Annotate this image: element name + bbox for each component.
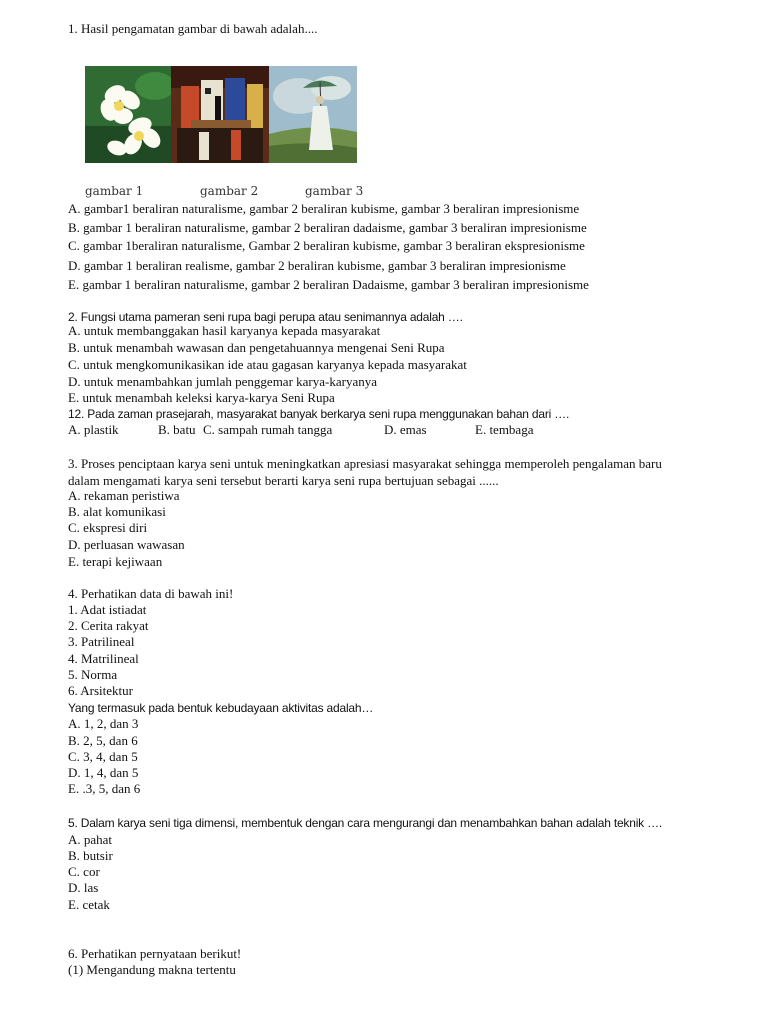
- q1-image-strip: [85, 66, 357, 163]
- q3-option-e: E. terapi kejiwaan: [68, 554, 163, 569]
- q4-option-a: A. 1, 2, dan 3: [68, 716, 139, 731]
- q1-option-a: A. gambar1 beraliran naturalisme, gambar 2 beraliran kubisme, gambar 3 beraliran impresionisme: [68, 201, 580, 216]
- q1-caption-1: gambar 1: [85, 184, 144, 198]
- cubist-musicians-image: [171, 66, 269, 163]
- q5-question: 5. Dalam karya seni tiga dimensi, membentuk dengan cara mengurangi dan menambahkan bahan adalah teknik ….: [68, 816, 663, 830]
- q4-item-5: 5. Norma: [68, 667, 118, 682]
- q4-question: 4. Perhatikan data di bawah ini!: [68, 586, 234, 601]
- q12-question: 12. Pada zaman prasejarah, masyarakat banyak berkarya seni rupa menggunakan bahan dari ….: [68, 407, 570, 421]
- q4-prompt: Yang termasuk pada bentuk kebudayaan aktivitas adalah…: [68, 701, 374, 715]
- q5-option-e: E. cetak: [68, 897, 110, 912]
- q1-caption-2: gambar 2: [200, 184, 259, 198]
- q4-option-c: C. 3, 4, dan 5: [68, 749, 138, 764]
- q3-option-c: C. ekspresi diri: [68, 520, 148, 535]
- q4-item-2: 2. Cerita rakyat: [68, 618, 149, 633]
- q4-item-4: 4. Matrilineal: [68, 651, 139, 666]
- q1-option-b: B. gambar 1 beraliran naturalisme, gambar 2 beraliran dadaisme, gambar 3 beraliran impresionisme: [68, 220, 587, 235]
- q2-option-e: E. untuk menambah keleksi karya-karya Seni Rupa: [68, 390, 335, 405]
- q6-question: 6. Perhatikan pernyataan berikut!: [68, 946, 242, 961]
- q2-question: 2. Fungsi utama pameran seni rupa bagi perupa atau senimannya adalah ….: [68, 310, 463, 324]
- q3-question-line-2: dalam mengamati karya seni tersebut berarti karya seni rupa bertujuan sebagai ......: [68, 473, 499, 488]
- q12-option-b: B. batu: [158, 422, 196, 437]
- q12-option-c: C. sampah rumah tangga: [203, 422, 333, 437]
- q6-item-1: (1) Mengandung makna tertentu: [68, 962, 236, 977]
- q1-question: 1. Hasil pengamatan gambar di bawah adalah....: [68, 21, 318, 36]
- q2-option-c: C. untuk mengkomunikasikan ide atau gagasan karyanya kepada masyarakat: [68, 357, 467, 372]
- q1-caption-3: gambar 3: [305, 184, 364, 198]
- q12-option-d: D. emas: [384, 422, 427, 437]
- q1-option-d: D. gambar 1 beraliran realisme, gambar 2 beraliran kubisme, gambar 3 beraliran impresionisme: [68, 258, 566, 273]
- q4-item-6: 6. Arsitektur: [68, 683, 133, 698]
- q4-option-b: B. 2, 5, dan 6: [68, 733, 138, 748]
- woman-with-parasol-image: [269, 66, 357, 163]
- q5-option-d: D. las: [68, 880, 99, 895]
- q4-item-1: 1. Adat istiadat: [68, 602, 147, 617]
- q3-option-b: B. alat komunikasi: [68, 504, 166, 519]
- q12-option-e: E. tembaga: [475, 422, 534, 437]
- q3-option-d: D. perluasan wawasan: [68, 537, 185, 552]
- q3-question-line-1: 3. Proses penciptaan karya seni untuk meningkatkan apresiasi masyarakat sehingga memperoleh pengalaman baru: [68, 456, 662, 471]
- q2-option-b: B. untuk menambah wawasan dan pengetahuannya mengenai Seni Rupa: [68, 340, 445, 355]
- q4-option-e: E. .3, 5, dan 6: [68, 781, 141, 796]
- q12-option-a: A. plastik: [68, 422, 119, 437]
- q4-option-d: D. 1, 4, dan 5: [68, 765, 139, 780]
- q4-item-3: 3. Patrilineal: [68, 634, 135, 649]
- q5-option-a: A. pahat: [68, 832, 113, 847]
- q5-option-b: B. butsir: [68, 848, 113, 863]
- frangipani-flower-image: [85, 66, 171, 163]
- q3-option-a: A. rekaman peristiwa: [68, 488, 180, 503]
- q1-option-e: E. gambar 1 beraliran naturalisme, gambar 2 beraliran Dadaisme, gambar 3 beraliran impresionisme: [68, 277, 589, 292]
- q2-option-d: D. untuk menambahkan jumlah penggemar karya-karyanya: [68, 374, 377, 389]
- q2-option-a: A. untuk membanggakan hasil karyanya kepada masyarakat: [68, 323, 381, 338]
- q1-option-c: C. gambar 1beraliran naturalisme, Gambar 2 beraliran kubisme, gambar 3 beraliran ekspresionisme: [68, 238, 585, 253]
- q5-option-c: C. cor: [68, 864, 100, 879]
